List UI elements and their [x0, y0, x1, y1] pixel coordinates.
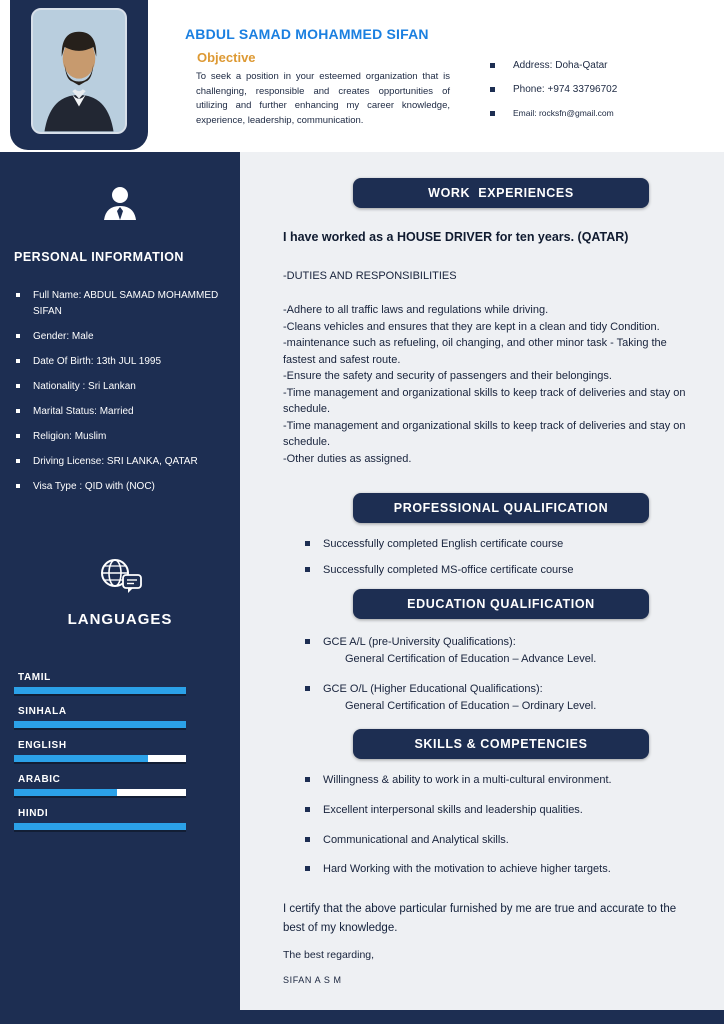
- language-bar: [14, 755, 186, 762]
- list-item: [16, 288, 230, 320]
- bullet-icon: [16, 334, 20, 338]
- bullet-icon: [16, 484, 20, 488]
- candidate-name: ABDUL SAMAD MOHAMMED SIFAN: [185, 26, 429, 42]
- bullet-icon: [305, 639, 310, 644]
- language-item: [0, 808, 240, 830]
- bullet-icon: [305, 866, 310, 871]
- list-item: [16, 354, 230, 370]
- list-item: [283, 563, 692, 579]
- language-bar: [14, 687, 186, 694]
- duties-heading: -DUTIES AND RESPONSIBILITIES: [283, 270, 457, 282]
- skill-item-text: Hard Working with the motivation to achieve higher targets.: [323, 863, 611, 876]
- bullet-icon: [305, 686, 310, 691]
- closing-line: The best regarding,: [283, 949, 375, 962]
- duty-line: -Adhere to all traffic laws and regulations while driving.: [283, 304, 549, 316]
- bullet-icon: [305, 567, 310, 572]
- list-item: [16, 479, 230, 495]
- language-bar-fill: [14, 721, 186, 728]
- list-item: [16, 404, 230, 420]
- languages-list: [0, 672, 240, 830]
- education-item-head: [283, 635, 692, 651]
- personal-info-text: Driving License: SRI LANKA, QATAR: [33, 456, 198, 467]
- duty-line: -maintenance such as refueling, oil changing, and other minor task - Taking the fastest and safest route.: [283, 337, 667, 366]
- personal-info-text: Religion: Muslim: [33, 431, 107, 442]
- language-item: [0, 672, 240, 694]
- professional-item-text: Successfully completed English certificate course: [323, 538, 564, 550]
- education-head-text: GCE A/L (pre-University Qualifications):: [323, 635, 516, 648]
- sidebar: [0, 152, 240, 1024]
- list-item: [283, 773, 692, 789]
- work-summary: I have worked as a HOUSE DRIVER for ten years. (QATAR): [283, 230, 629, 244]
- main-content: [240, 152, 724, 1010]
- language-bar: [14, 789, 186, 796]
- contact-phone: [490, 84, 617, 95]
- list-item: [283, 833, 692, 849]
- contact-address-text: Address: Doha-Qatar: [513, 60, 608, 71]
- language-bar-fill: [14, 755, 148, 762]
- bullet-icon: [305, 807, 310, 812]
- contact-address: [490, 60, 617, 71]
- language-label: SINHALA: [18, 706, 67, 717]
- objective-text: To seek a position in your esteemed organization that is challenging, responsible and creates opportunities of utilizing and further enhancing my career knowledge, experience, leadership, communication.: [196, 71, 450, 127]
- bullet-icon: [305, 541, 310, 546]
- language-bar: [14, 823, 186, 830]
- list-item: [16, 379, 230, 395]
- duty-line: -Other duties as assigned.: [283, 452, 412, 465]
- language-item: [0, 706, 240, 728]
- education-list: [283, 635, 692, 715]
- contact-email: [490, 108, 617, 118]
- duty-line: -Cleans vehicles and ensures that they are kept in a clean and tidy Condition.: [283, 320, 660, 333]
- language-item: [0, 740, 240, 762]
- language-label: HINDI: [18, 808, 49, 819]
- section-banner-work-experiences: WORK EXPERIENCES: [353, 178, 649, 208]
- objective-heading: Objective: [197, 50, 256, 65]
- language-item: [0, 774, 240, 796]
- person-icon: [98, 182, 142, 226]
- list-item: [16, 454, 230, 470]
- professional-list: [283, 537, 692, 579]
- bullet-icon: [16, 409, 20, 413]
- education-head-text: GCE O/L (Higher Educational Qualifications):: [323, 682, 543, 695]
- language-bar-fill: [14, 823, 186, 830]
- personal-info-text: Date Of Birth: 13th JUL 1995: [33, 356, 162, 367]
- bullet-icon: [490, 63, 495, 68]
- duty-line: -Ensure the safety and security of passengers and their belongings.: [283, 370, 612, 382]
- language-label: TAMIL: [18, 672, 51, 683]
- duty-line: -Time management and organizational skills to keep track of deliveries and stay on schedule.: [283, 419, 686, 448]
- language-bar-fill: [14, 789, 117, 796]
- list-item: [16, 429, 230, 445]
- personal-info-list: [0, 288, 240, 495]
- bullet-icon: [305, 837, 310, 842]
- language-label: ENGLISH: [18, 740, 67, 751]
- certification-statement: I certify that the above particular furnished by me are true and accurate to the best of my knowledge.: [283, 903, 677, 934]
- duty-line: -Time management and organizational skills to keep track of deliveries and stay on schedule.: [283, 386, 686, 415]
- language-bar: [14, 721, 186, 728]
- contact-phone-text: Phone: +974 33796702: [513, 84, 618, 95]
- bottom-strip: [0, 1010, 724, 1024]
- section-banner-education-qualification: EDUCATION QUALIFICATION: [353, 589, 649, 619]
- bullet-icon: [16, 293, 20, 297]
- personal-info-text: Gender: Male: [33, 331, 94, 342]
- bullet-icon: [16, 384, 20, 388]
- contact-list: [490, 60, 617, 131]
- education-item-head: [283, 682, 692, 698]
- bullet-icon: [16, 459, 20, 463]
- personal-info-text: Visa Type : QID with (NOC): [33, 481, 155, 492]
- bullet-icon: [16, 359, 20, 363]
- section-banner-skills-competencies: SKILLS & COMPETENCIES: [353, 729, 649, 759]
- language-label: ARABIC: [18, 774, 61, 785]
- personal-info-text: Marital Status: Married: [33, 406, 134, 417]
- skill-item-text: Willingness & ability to work in a multi-cultural environment.: [323, 773, 612, 786]
- skill-item-text: Communicational and Analytical skills.: [323, 833, 509, 846]
- bullet-icon: [490, 87, 495, 92]
- bullet-icon: [305, 777, 310, 782]
- duties-list: [283, 302, 692, 467]
- education-item-sub: General Certification of Education – Ordinary Level.: [345, 699, 597, 712]
- profile-photo-illustration: [33, 10, 125, 132]
- section-banner-professional-qualification: PROFESSIONAL QUALIFICATION: [353, 493, 649, 523]
- languages-heading: LANGUAGES: [67, 611, 173, 628]
- profile-photo: [31, 8, 127, 134]
- bullet-icon: [490, 111, 495, 116]
- personal-information-heading: PERSONAL INFORMATION: [14, 250, 184, 264]
- personal-info-text: Nationality : Sri Lankan: [33, 381, 136, 392]
- list-item: [283, 803, 692, 819]
- personal-info-text: Full Name: ABDUL SAMAD MOHAMMED SIFAN: [33, 290, 219, 317]
- photo-frame: [10, 0, 148, 150]
- header: [0, 0, 724, 152]
- list-item: [283, 862, 692, 878]
- skill-item-text: Excellent interpersonal skills and leadership qualities.: [323, 803, 583, 816]
- skills-list: [283, 773, 692, 879]
- languages-globe-icon: [97, 555, 143, 595]
- bullet-icon: [16, 434, 20, 438]
- signature: SIFAN A S M: [283, 975, 342, 986]
- education-item-sub: General Certification of Education – Advance Level.: [345, 652, 597, 665]
- list-item: [16, 329, 230, 345]
- list-item: [283, 537, 692, 553]
- contact-email-text: Email: rocksfn@gmail.com: [513, 108, 614, 118]
- language-bar-fill: [14, 687, 186, 694]
- professional-item-text: Successfully completed MS-office certificate course: [323, 563, 574, 576]
